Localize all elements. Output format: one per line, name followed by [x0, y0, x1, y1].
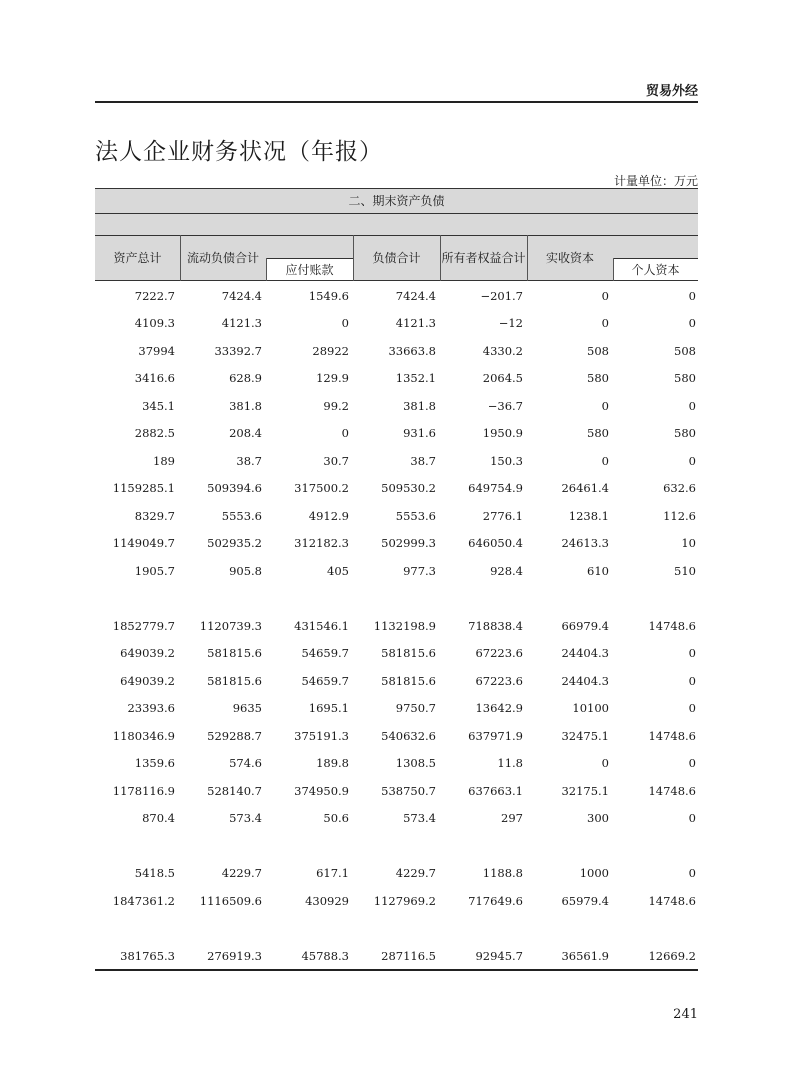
- table-body: [95, 282, 698, 970]
- table-cell: 374950.9: [294, 783, 349, 798]
- table-row: [95, 282, 698, 310]
- table-cell: 26461.4: [561, 481, 609, 496]
- table-row: [95, 722, 698, 750]
- table-cell: 581815.6: [207, 673, 262, 688]
- table-cell: 23393.6: [127, 701, 175, 716]
- table-cell: 1127969.2: [373, 893, 436, 908]
- table-cell: 5553.6: [221, 508, 262, 523]
- table-cell: 0: [601, 756, 609, 771]
- page-number: 241: [673, 1007, 698, 1022]
- table-cell: 0: [688, 811, 696, 826]
- table-cell: 14748.6: [648, 618, 696, 633]
- table-cell: 66979.4: [561, 618, 609, 633]
- table-cell: 405: [327, 563, 349, 578]
- table-cell: 54659.7: [301, 673, 349, 688]
- table-cell: 317500.2: [294, 481, 349, 496]
- table-cell: 430929: [305, 893, 349, 908]
- table-row: [95, 612, 698, 640]
- table-cell: 509394.6: [207, 481, 262, 496]
- table-cell: 297: [501, 811, 523, 826]
- table-row: [95, 392, 698, 420]
- table-cell: 538750.7: [381, 783, 436, 798]
- table-cell: 928.4: [490, 563, 523, 578]
- table-cell: 276919.3: [207, 948, 262, 963]
- table-cell: 4121.3: [221, 316, 262, 331]
- table-cell: 431546.1: [294, 618, 349, 633]
- table-cell: 637663.1: [468, 783, 523, 798]
- table-row: [95, 887, 698, 915]
- footer-rule: [95, 969, 698, 971]
- table-cell: 30.7: [323, 453, 349, 468]
- table-cell: 1238.1: [568, 508, 609, 523]
- table-row: [95, 475, 698, 503]
- table-cell: 33392.7: [214, 343, 262, 358]
- page-title: 法人企业财务状况（年报）: [95, 139, 383, 165]
- table-cell: 509530.2: [381, 481, 436, 496]
- table-cell: 381.8: [403, 398, 436, 413]
- table-row: [95, 860, 698, 888]
- table-row: [95, 365, 698, 393]
- table-cell: 2064.5: [482, 371, 523, 386]
- table-cell: 4121.3: [395, 316, 436, 331]
- table-cell: 529288.7: [207, 728, 262, 743]
- table-cell: 0: [688, 866, 696, 881]
- table-cell: 1352.1: [395, 371, 436, 386]
- table-cell: 1132198.9: [373, 618, 436, 633]
- table-row: [95, 310, 698, 338]
- table-cell: 32175.1: [561, 783, 609, 798]
- table-cell: 375191.3: [294, 728, 349, 743]
- col-total-liabilities: 负债合计: [372, 251, 421, 265]
- table-cell: 287116.5: [381, 948, 436, 963]
- table-cell: 580: [674, 426, 696, 441]
- table-cell: 0: [688, 453, 696, 468]
- table-cell: 580: [587, 426, 609, 441]
- table-cell: 24613.3: [561, 536, 609, 551]
- table-cell: 0: [688, 701, 696, 716]
- table-cell: 0: [601, 316, 609, 331]
- table-cell: 9635: [232, 701, 262, 716]
- table-row: [95, 530, 698, 558]
- table-cell: 0: [341, 426, 349, 441]
- table-cell: 4912.9: [308, 508, 349, 523]
- table-cell: 0: [688, 756, 696, 771]
- table-cell: 345.1: [142, 398, 175, 413]
- table-row: [95, 585, 698, 613]
- table-cell: −36.7: [487, 398, 523, 413]
- col-total-assets: 资产总计: [113, 251, 162, 265]
- table-cell: 150.3: [490, 453, 523, 468]
- table-cell: 2882.5: [134, 426, 175, 441]
- table-cell: 38.7: [236, 453, 262, 468]
- table-cell: 24404.3: [561, 646, 609, 661]
- table-cell: 1116509.6: [199, 893, 262, 908]
- table-cell: 1695.1: [308, 701, 349, 716]
- table-cell: 4330.2: [482, 343, 523, 358]
- table-cell: 7424.4: [395, 288, 436, 303]
- table-cell: 581815.6: [381, 646, 436, 661]
- table-cell: 581815.6: [207, 646, 262, 661]
- table-cell: 1188.8: [482, 866, 523, 881]
- table-cell: 1178116.9: [112, 783, 175, 798]
- table-cell: 508: [674, 343, 696, 358]
- table-cell: 1852779.7: [112, 618, 175, 633]
- table-cell: 649754.9: [468, 481, 523, 496]
- table-cell: 632.6: [663, 481, 696, 496]
- table-cell: 1359.6: [134, 756, 175, 771]
- table-cell: 870.4: [142, 811, 175, 826]
- table-cell: 573.4: [229, 811, 262, 826]
- table-row: [95, 832, 698, 860]
- table-cell: 0: [688, 316, 696, 331]
- table-cell: 628.9: [229, 371, 262, 386]
- table-cell: 528140.7: [207, 783, 262, 798]
- table-cell: 38.7: [410, 453, 436, 468]
- table-cell: −201.7: [480, 288, 523, 303]
- table-cell: 649039.2: [120, 646, 175, 661]
- table-cell: 610: [587, 563, 609, 578]
- table-cell: 1308.5: [395, 756, 436, 771]
- table-cell: 54659.7: [301, 646, 349, 661]
- table-cell: 33663.8: [388, 343, 436, 358]
- table-cell: 4229.7: [395, 866, 436, 881]
- table-cell: 99.2: [323, 398, 349, 413]
- table-cell: 717649.6: [468, 893, 523, 908]
- table-cell: 5553.6: [395, 508, 436, 523]
- table-cell: 65979.4: [561, 893, 609, 908]
- table-row: [95, 805, 698, 833]
- table-cell: 7424.4: [221, 288, 262, 303]
- table-cell: 0: [688, 673, 696, 688]
- table-cell: 67223.6: [475, 646, 523, 661]
- table-cell: 1000: [579, 866, 609, 881]
- table-cell: 0: [688, 398, 696, 413]
- col-owners-equity: 所有者权益合计: [441, 251, 526, 265]
- table-cell: 50.6: [323, 811, 349, 826]
- col-individual-capital: 个人资本: [631, 263, 680, 277]
- table-row: [95, 667, 698, 695]
- table-cell: 381765.3: [120, 948, 175, 963]
- col-paid-in-capital: 实收资本: [545, 251, 594, 265]
- table-row: [95, 447, 698, 475]
- table-row: [95, 420, 698, 448]
- table-cell: 1549.6: [308, 288, 349, 303]
- table-cell: 112.6: [663, 508, 696, 523]
- table-row: [95, 915, 698, 943]
- unit-label: 计量单位：万元: [613, 174, 698, 188]
- table-cell: 129.9: [316, 371, 349, 386]
- table-cell: 649039.2: [120, 673, 175, 688]
- col-current-liabilities: 流动负债合计: [186, 251, 259, 265]
- table-cell: 92945.7: [475, 948, 523, 963]
- table-cell: 581815.6: [381, 673, 436, 688]
- table-cell: 14748.6: [648, 728, 696, 743]
- table-cell: 0: [688, 646, 696, 661]
- table-row: [95, 337, 698, 365]
- table-cell: 637971.9: [468, 728, 523, 743]
- table-cell: 14748.6: [648, 893, 696, 908]
- table-cell: 1180346.9: [112, 728, 175, 743]
- table-row: [95, 695, 698, 723]
- table-cell: 580: [587, 371, 609, 386]
- table-row: [95, 557, 698, 585]
- table-cell: 9750.7: [395, 701, 436, 716]
- table-cell: 300: [587, 811, 609, 826]
- table-cell: 11.8: [497, 756, 523, 771]
- table-cell: 508: [587, 343, 609, 358]
- table-cell: 4109.3: [134, 316, 175, 331]
- table-cell: 32475.1: [561, 728, 609, 743]
- table-cell: 37994: [138, 343, 175, 358]
- table-row: [95, 750, 698, 778]
- col-accounts-payable: 应付账款: [285, 263, 334, 277]
- table-row: [95, 502, 698, 530]
- table-cell: 67223.6: [475, 673, 523, 688]
- table-cell: 381.8: [229, 398, 262, 413]
- table-cell: 0: [601, 398, 609, 413]
- table-cell: 10: [681, 536, 696, 551]
- table-cell: 510: [674, 563, 696, 578]
- table-cell: 312182.3: [294, 536, 349, 551]
- table-cell: 1950.9: [482, 426, 523, 441]
- table-cell: 0: [601, 288, 609, 303]
- table-row: [95, 777, 698, 805]
- table-cell: 2776.1: [482, 508, 523, 523]
- table-cell: 3416.6: [134, 371, 175, 386]
- table-cell: 4229.7: [221, 866, 262, 881]
- group-header: 二、期末资产负债: [348, 194, 445, 208]
- table-cell: 1159285.1: [112, 481, 175, 496]
- table-cell: 24404.3: [561, 673, 609, 688]
- table-cell: 718838.4: [468, 618, 523, 633]
- table-row: [95, 640, 698, 668]
- table-cell: 13642.9: [475, 701, 523, 716]
- table-cell: 189.8: [316, 756, 349, 771]
- table-cell: 0: [688, 288, 696, 303]
- table-cell: 617.1: [316, 866, 349, 881]
- table-cell: 14748.6: [648, 783, 696, 798]
- table-cell: 905.8: [229, 563, 262, 578]
- table-row: [95, 942, 698, 970]
- table-cell: 5418.5: [134, 866, 175, 881]
- table-cell: 7222.7: [134, 288, 175, 303]
- table-cell: 10100: [572, 701, 609, 716]
- table-cell: 977.3: [403, 563, 436, 578]
- table-header: [95, 188, 698, 281]
- table-cell: 8329.7: [134, 508, 175, 523]
- table-cell: 1149049.7: [112, 536, 175, 551]
- table-cell: 502999.3: [381, 536, 436, 551]
- table-cell: 580: [674, 371, 696, 386]
- table-cell: 189: [153, 453, 175, 468]
- section-label: 贸易外经: [645, 84, 698, 99]
- table-cell: 931.6: [403, 426, 436, 441]
- table-cell: 646050.4: [468, 536, 523, 551]
- table-cell: 45788.3: [301, 948, 349, 963]
- table-cell: 12669.2: [648, 948, 696, 963]
- table-cell: 36561.9: [561, 948, 609, 963]
- table-cell: 28922: [312, 343, 349, 358]
- table-cell: 573.4: [403, 811, 436, 826]
- table-cell: 540632.6: [381, 728, 436, 743]
- table-cell: 1905.7: [134, 563, 175, 578]
- table-cell: −12: [498, 316, 523, 331]
- table-cell: 0: [341, 316, 349, 331]
- table-cell: 208.4: [229, 426, 262, 441]
- header-rule: [95, 101, 698, 103]
- table-cell: 574.6: [229, 756, 262, 771]
- table-cell: 0: [601, 453, 609, 468]
- table-cell: 502935.2: [207, 536, 262, 551]
- table-cell: 1120739.3: [199, 618, 262, 633]
- table-cell: 1847361.2: [112, 893, 175, 908]
